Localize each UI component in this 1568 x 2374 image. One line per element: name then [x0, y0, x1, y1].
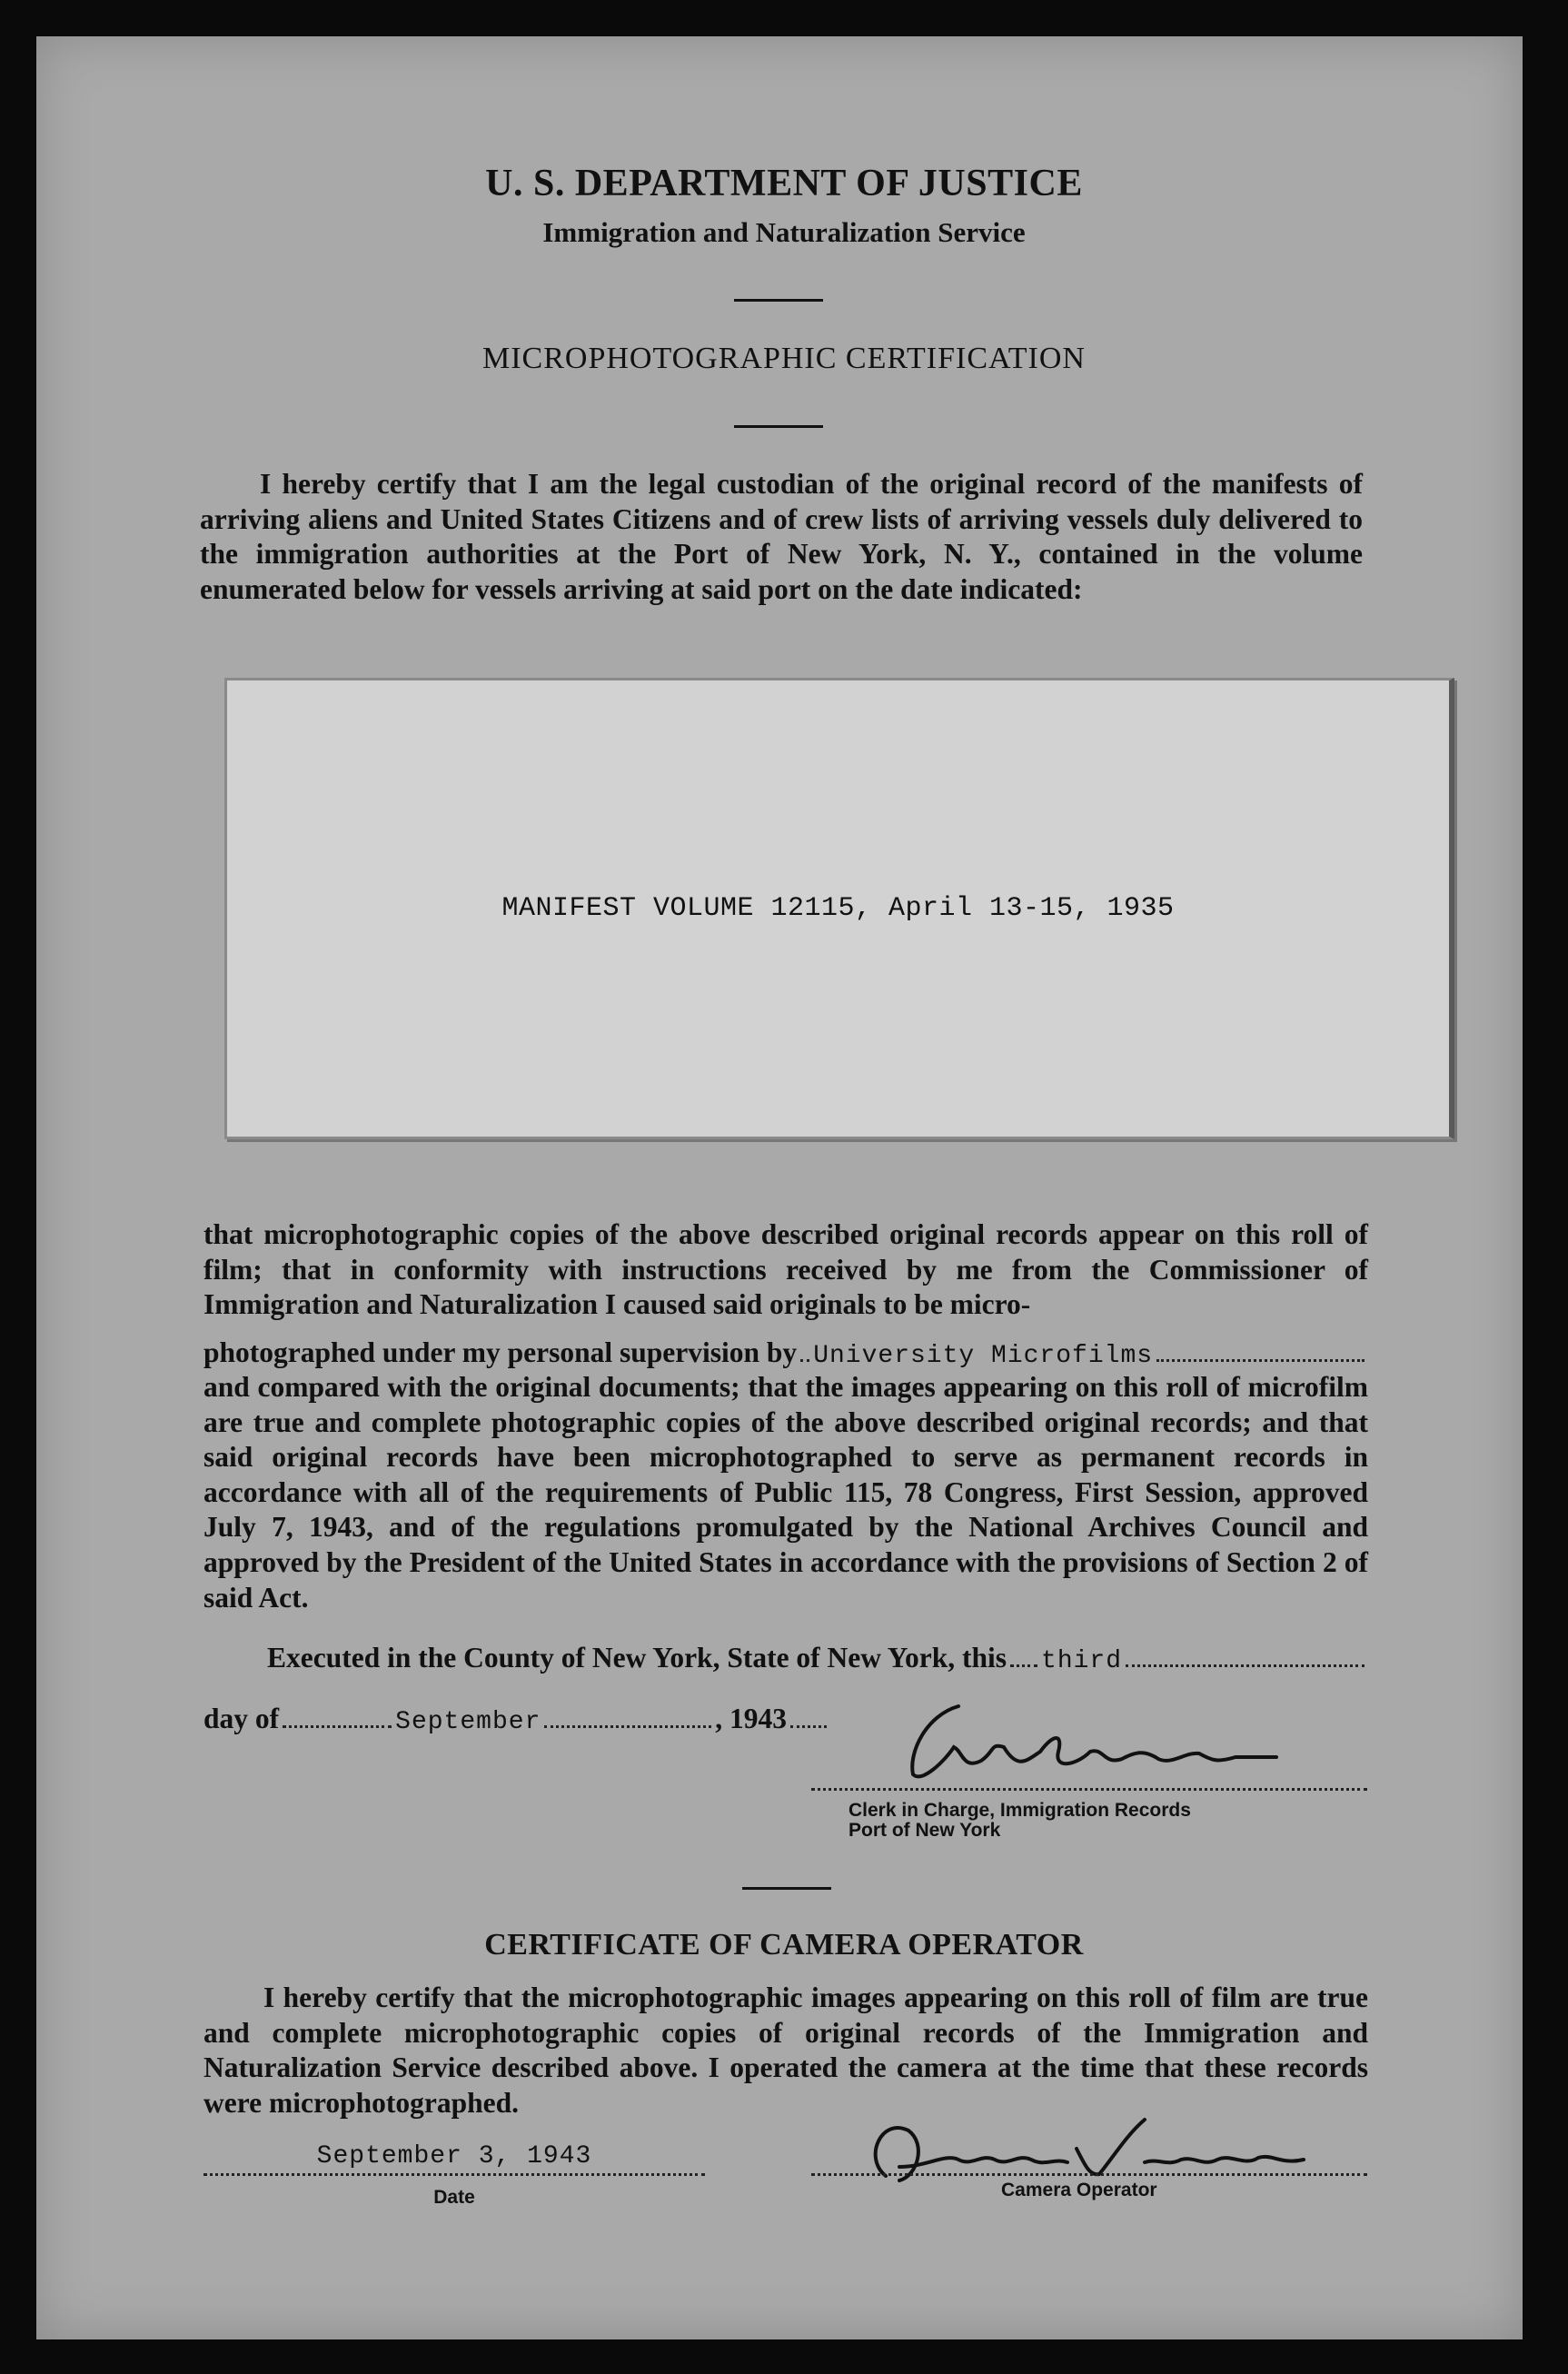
clerk-title-line1: Clerk in Charge, Immigration Records: [849, 1800, 1191, 1821]
header-divider-top: [734, 299, 823, 302]
header-divider-bottom: [734, 425, 823, 428]
day-of-label: day of: [203, 1703, 280, 1734]
supervision-line: [203, 1336, 1368, 1375]
date-label: Date: [433, 2187, 475, 2208]
manifest-volume-box: [224, 678, 1454, 1139]
supervisor-name: University Microfilms: [813, 1342, 1154, 1370]
execution-day: third: [1041, 1647, 1123, 1675]
department-heading: U. S. DEPARTMENT OF JUSTICE: [485, 163, 1083, 204]
execution-prefix: Executed in the County of New York, State of New York, this: [267, 1642, 1007, 1674]
execution-line: [267, 1641, 1368, 1680]
execution-month: September: [395, 1708, 541, 1736]
operator-signature-line: [811, 2173, 1367, 2176]
operator-label: Camera Operator: [1001, 2180, 1157, 2200]
execution-year: , 1943: [715, 1703, 787, 1734]
body-paragraph-part1: that microphotographic copies of the above described original records appear on this roll of film; that in conformity with instructions received by me from the Commissioner of Immigration and Naturalization I caused said originals to be micro-: [203, 1218, 1368, 1321]
body-paragraph-part2: and compared with the original documents; that the images appearing on this roll of microfilm are true and complete photographic copies of the above described original records; and that said original records have been microphotographed to serve as permanent records in accordance with all of the requirements of Public 115, 78 Congress, First Session, approved July 7, 1943, and of the regulations promulgated by the National Archives Council and approved by the President of the United States in accordance with the provisions of Section 2 of said Act.: [203, 1371, 1368, 1614]
operator-date: September 3, 1943: [316, 2142, 592, 2170]
supervision-prefix: photographed under my personal supervision by: [203, 1336, 798, 1368]
camera-operator-title: CERTIFICATE OF CAMERA OPERATOR: [484, 1928, 1084, 1962]
manifest-volume-text: MANIFEST VOLUME 12115, April 13-15, 1935: [501, 893, 1175, 924]
clerk-signature-line: [811, 1788, 1367, 1791]
clerk-signature: [872, 1697, 1299, 1797]
section-divider: [742, 1887, 831, 1890]
certification-title: MICROPHOTOGRAPHIC CERTIFICATION: [481, 342, 1086, 375]
execution-date-line: [203, 1702, 830, 1741]
camera-operator-paragraph: I hereby certify that the microphotographic images appearing on this roll of film are true and complete microphotographic copies of original records of the Immigration and Naturalization Service described above. I operated the camera at the time that these records were microphotographed.: [203, 1982, 1368, 2119]
intro-paragraph: I hereby certify that I am the legal custodian of the original record of the manifests of arriving aliens and United States Citizens and of crew lists of arriving vessels duly delivered to the immigration authorities at the Port of New York, N. Y., contained in the volume enumerated below for vessels arriving at said port on the date indicated:: [200, 468, 1363, 605]
clerk-title-line2: Port of New York: [849, 1820, 1001, 1841]
service-subheading: Immigration and Naturalization Service: [542, 216, 1026, 248]
date-line: [203, 2173, 705, 2176]
